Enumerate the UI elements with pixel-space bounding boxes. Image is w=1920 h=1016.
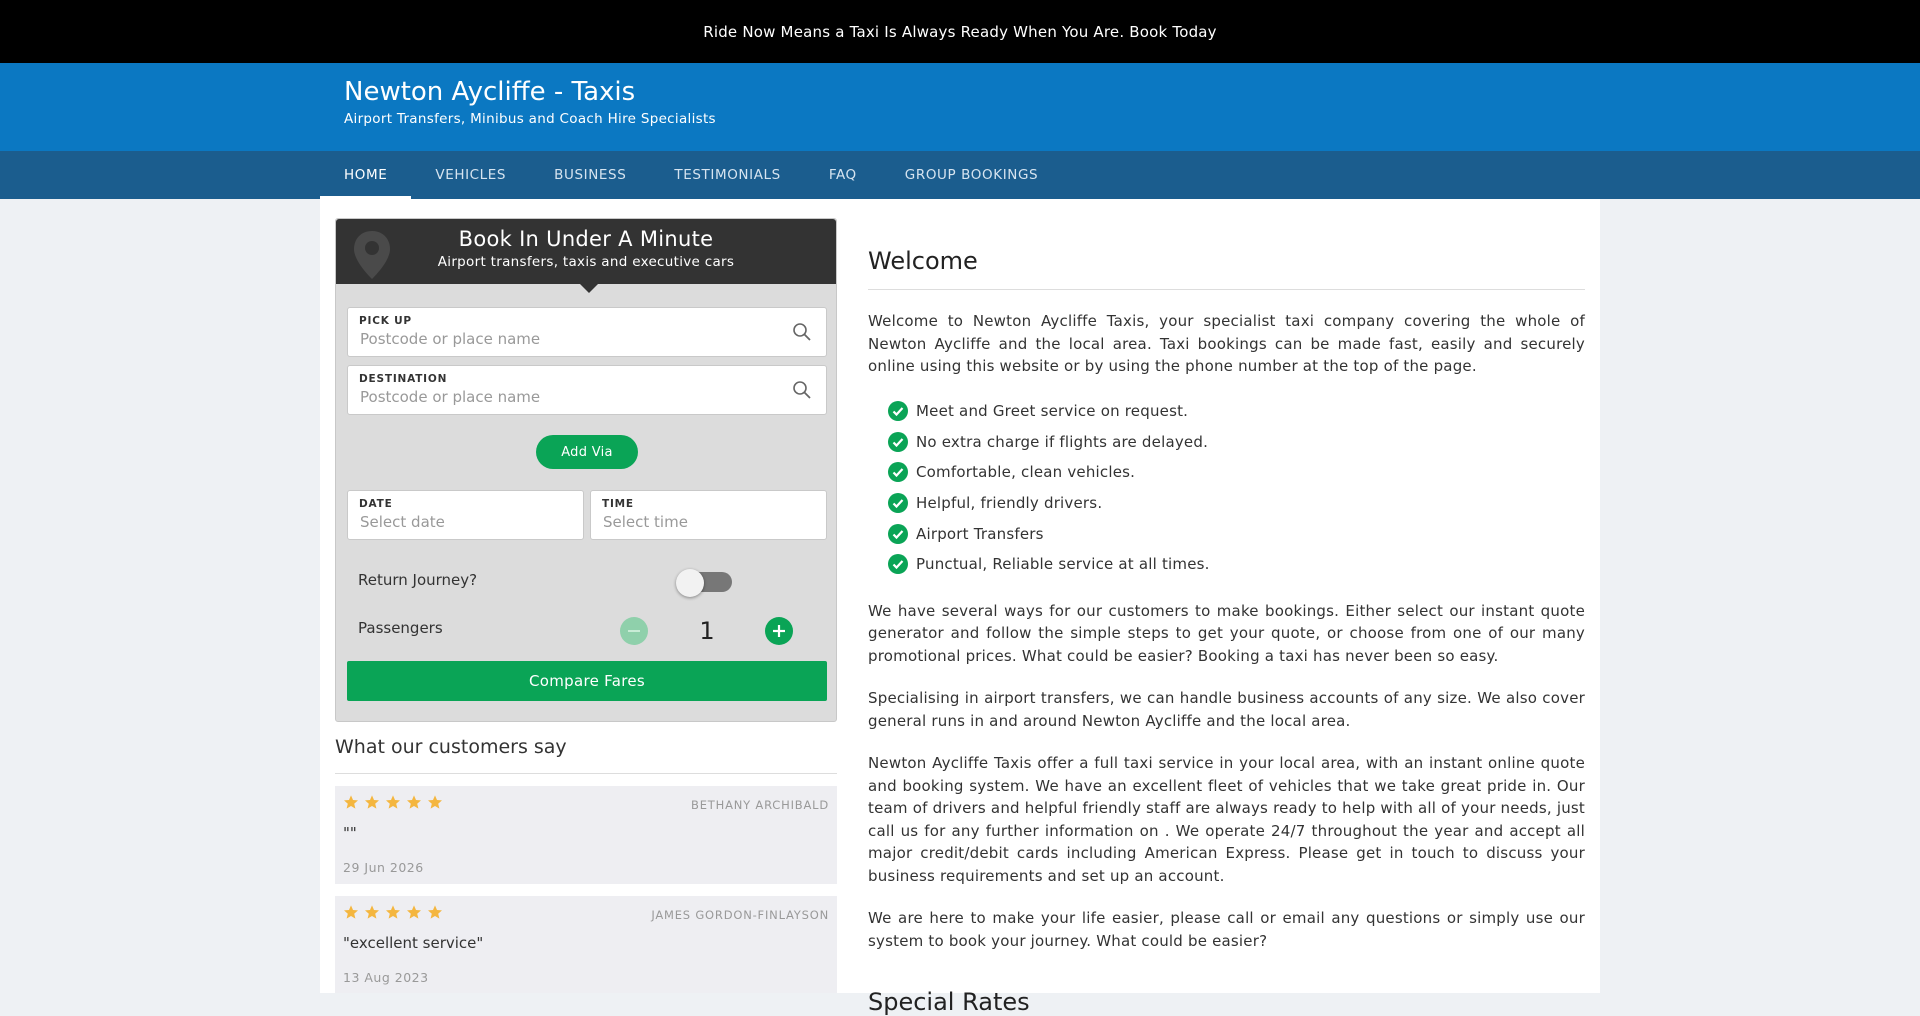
destination-input[interactable] (360, 388, 742, 406)
contact-paragraph: We are here to make your life easier, please call or email any questions or simply use our system to book your journey. What could be easier? (868, 909, 1585, 950)
check-circle-icon (888, 524, 908, 544)
promo-text: Ride Now Means a Taxi Is Always Ready When You Are. Book Today (703, 22, 1217, 41)
nav-item-group-bookings[interactable]: GROUP BOOKINGS (904, 167, 1039, 183)
check-circle-icon (888, 493, 908, 513)
toggle-knob[interactable] (676, 569, 704, 597)
booking-title: Book In Under A Minute (458, 227, 714, 251)
feature-text: Meet and Greet service on request. (916, 401, 1189, 420)
welcome-section (868, 229, 1585, 1016)
star-icon (343, 904, 359, 920)
feature-text: Airport Transfers (916, 524, 1044, 543)
time-label: TIME (602, 498, 634, 510)
list-item (888, 518, 1585, 549)
list-item (888, 488, 1585, 519)
booking-header (336, 219, 836, 284)
decrement-passengers-button[interactable] (620, 617, 648, 645)
star-icon (427, 904, 443, 920)
review-author: JAMES GORDON-FINLAYSON (651, 908, 829, 922)
passenger-count: 1 (699, 617, 715, 645)
bookings-paragraph: We have several ways for our customers to make bookings. Either select our instant quote generator and follow the simple steps to get your quote, or choose from one of our many promotional prices. What could be easier? Booking a taxi has never been so easy. (868, 601, 1585, 665)
feature-list (868, 396, 1585, 580)
destination-label: DESTINATION (359, 373, 448, 385)
check-circle-icon (888, 554, 908, 574)
pickup-input[interactable] (360, 330, 742, 348)
list-item (888, 549, 1585, 580)
plus-icon (771, 623, 787, 639)
star-icon (406, 794, 422, 810)
passengers-label: Passengers (358, 619, 443, 637)
feature-text: No extra charge if flights are delayed. (916, 432, 1209, 451)
increment-passengers-button[interactable] (765, 617, 793, 645)
nav-item-vehicles[interactable]: VEHICLES (435, 167, 507, 183)
booking-subtitle: Airport transfers, taxis and executive cars (437, 254, 735, 270)
map-pin-icon (352, 229, 392, 285)
star-icon (385, 904, 401, 920)
header-pointer (580, 284, 598, 293)
star-icon (364, 904, 380, 920)
review-quote: "excellent service" (343, 934, 484, 952)
search-icon[interactable] (792, 380, 812, 404)
date-input[interactable] (360, 513, 548, 531)
destination-field[interactable] (347, 365, 827, 415)
nav-item-business[interactable]: BUSINESS (554, 167, 627, 183)
nav-item-faq[interactable]: FAQ (828, 167, 857, 183)
compare-fares-button[interactable]: Compare Fares (347, 661, 827, 701)
date-label: DATE (359, 498, 393, 510)
star-icon (427, 794, 443, 810)
return-journey-label: Return Journey? (358, 571, 478, 589)
pickup-label: PICK UP (359, 315, 412, 327)
divider (335, 773, 837, 774)
star-rating (343, 904, 443, 920)
site-tagline: Airport Transfers, Minibus and Coach Hire Specialists (344, 111, 716, 128)
review-card (335, 896, 837, 993)
star-icon (343, 794, 359, 810)
promo-banner (0, 0, 1920, 63)
return-journey-toggle[interactable] (676, 569, 730, 593)
review-date: 29 Jun 2026 (343, 860, 424, 875)
booking-widget (335, 218, 837, 722)
check-circle-icon (888, 462, 908, 482)
minus-icon (627, 624, 641, 638)
date-field[interactable] (347, 490, 584, 540)
service-paragraph: Newton Aycliffe Taxis offer a full taxi service in your local area, with an instant online quote and booking system. We have an excellent fleet of vehicles that we take great pride in. Our team of drivers and helpful friendly staff are always ready to help with all of your needs, just call us for any further information on . We operate 24/7 throughout the year and accept all major credit/debit cards including American Express. Please get in touch to discuss your business requirements and set up an account. (868, 754, 1585, 885)
main-nav (0, 151, 1920, 199)
review-author: BETHANY ARCHIBALD (691, 798, 829, 812)
star-rating (343, 794, 443, 810)
list-item (888, 396, 1585, 427)
check-circle-icon (888, 432, 908, 452)
intro-paragraph: Welcome to Newton Aycliffe Taxis, your specialist taxi company covering the whole of Newton Aycliffe and the local area. Taxi bookings can be made fast, easily and securely online using this website or by using the phone number at the top of the page. (868, 312, 1585, 375)
pickup-field[interactable] (347, 307, 827, 357)
main-container (320, 199, 1600, 1016)
nav-item-home[interactable]: HOME (320, 151, 411, 199)
review-quote: "" (343, 824, 357, 842)
list-item (888, 426, 1585, 457)
special-rates-heading: Special Rates (868, 988, 1030, 1016)
nav-item-testimonials[interactable]: TESTIMONIALS (674, 167, 781, 183)
time-field[interactable] (590, 490, 827, 540)
add-via-button[interactable]: Add Via (536, 435, 638, 469)
time-input[interactable] (603, 513, 791, 531)
welcome-heading: Welcome (868, 247, 1585, 290)
star-icon (364, 794, 380, 810)
search-icon[interactable] (792, 322, 812, 346)
site-title[interactable]: Newton Aycliffe - Taxis (344, 77, 636, 107)
list-item (888, 457, 1585, 488)
star-icon (385, 794, 401, 810)
feature-text: Punctual, Reliable service at all times. (916, 555, 1210, 574)
airport-paragraph: Specialising in airport transfers, we can handle business accounts of any size. We also cover general runs in and around Newton Aycliffe and the local area. (868, 689, 1585, 730)
site-header (0, 63, 1920, 151)
check-circle-icon (888, 401, 908, 421)
star-icon (406, 904, 422, 920)
feature-text: Helpful, friendly drivers. (916, 493, 1103, 512)
reviews-heading: What our customers say (335, 736, 567, 758)
review-card (335, 786, 837, 884)
feature-text: Comfortable, clean vehicles. (916, 463, 1136, 482)
review-date: 13 Aug 2023 (343, 970, 429, 985)
